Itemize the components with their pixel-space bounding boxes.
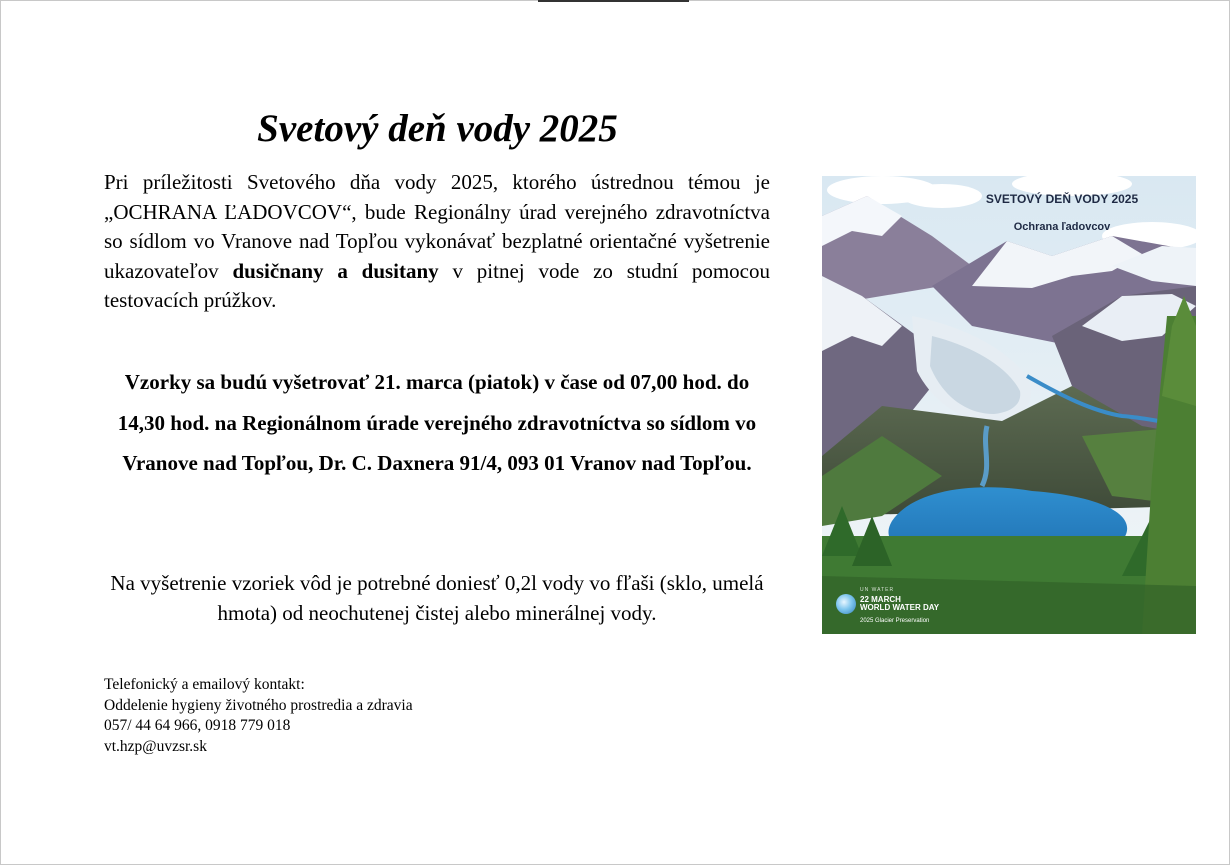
contact-block — [104, 675, 604, 757]
intro-paragraph — [104, 168, 770, 316]
badge-date: 22 MARCH — [860, 595, 901, 604]
world-water-day-poster — [822, 176, 1196, 634]
top-bar — [538, 0, 689, 2]
badge-un-water: UN WATER — [860, 587, 895, 593]
badge-theme: 2025 Glacier Preservation — [860, 618, 930, 624]
page-title: Svetový deň vody 2025 — [257, 107, 618, 150]
badge-event: WORLD WATER DAY — [860, 603, 940, 612]
intro-text-2: v pitnej vode zo studní pomocou testovacích prúžkov. — [104, 258, 771, 312]
intro-bold-nitrites: dusitany — [361, 258, 439, 283]
schedule-paragraph: Vzorky sa budú vyšetrovať 21. marca (piatok) v čase od 07,00 hod. do 14,30 hod. na Regionálnom úrade verejného zdravotníctva so sídlom vo Vranove nad Topľou, Dr. C. Daxnera 91/4, 093 01 Vranov nad Topľou. — [117, 370, 757, 475]
poster-subtitle: Ochrana ľadovcov — [1013, 221, 1111, 233]
poster-title: SVETOVÝ DEŇ VODY 2025 — [985, 192, 1139, 206]
contact-email: vt.hzp@uvzsr.sk — [104, 737, 207, 755]
intro-bold-and: a — [323, 258, 362, 283]
contact-heading: Telefonický a emailový kontakt: — [104, 676, 305, 693]
contact-department: Oddelenie hygieny životného prostredia a zdravia — [104, 696, 413, 714]
intro-bold-nitrates: dusičnany — [232, 258, 324, 283]
contact-phones: 057/ 44 64 966, 0918 779 018 — [104, 717, 291, 734]
bring-sample-paragraph: Na vyšetrenie vzoriek vôd je potrebné doniesť 0,2l vody vo fľaši (sklo, umelá hmota) od neochutenej čistej alebo minerálnej vody. — [110, 571, 764, 625]
globe-icon — [836, 594, 856, 614]
glacier-illustration — [822, 176, 1196, 634]
intro-text-1: Pri príležitosti Svetového dňa vody 2025, ktorého ústrednou témou je „OCHRANA ĽADOVCOV“, bude Regionálny úrad verejného zdravotníctva so sídlom vo Vranove nad Topľou vykonávať bezplatné orientačné vyšetrenie ukazovateľov — [104, 170, 770, 283]
